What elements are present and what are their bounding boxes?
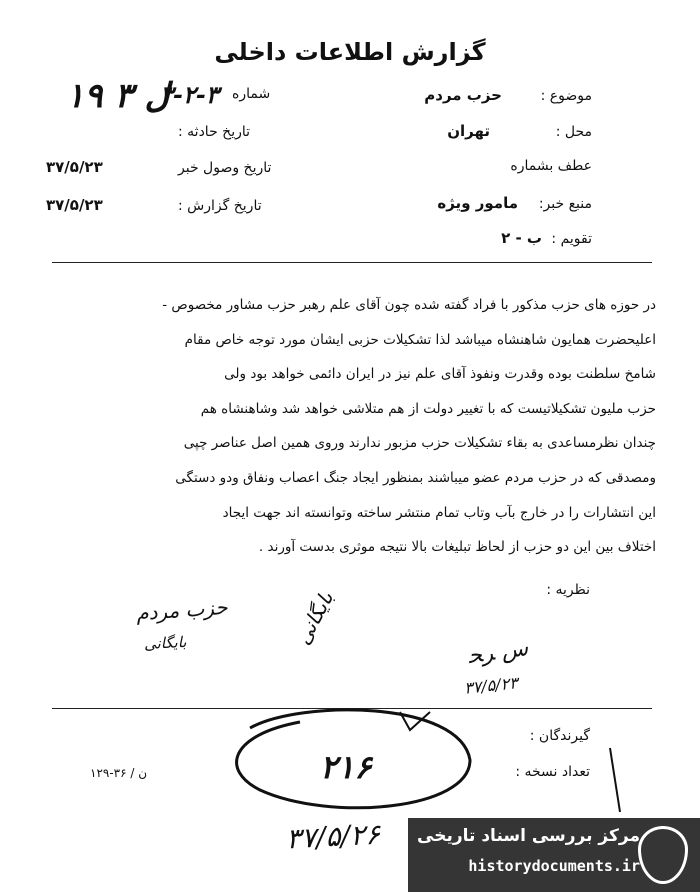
handwritten-note-right-sub: بایگانی [143,632,187,654]
body-line: در حوزه های حزب مذکور با فراد گفته شده چون آقای علم رهبر حزب مشاور مخصوص - [162,297,656,313]
source-value: مامور ویژه [437,194,518,212]
watermark-title: مرکز بررسی اسناد تاریخی [417,826,640,846]
tick-stroke [610,748,620,812]
place-value: تهران [447,122,490,140]
handwritten-note-right: حزب مردم [135,594,229,626]
body-line: این انتشارات را در خارج بآب وتاب تمام منتشر ساخته وتوانسته اند جهت ایجاد [222,504,656,521]
opinion-label: نظریه : [546,582,590,598]
report-date-label: تاریخ گزارش : [178,198,262,214]
body-line: حزب مليون تشکیلاتیست که با تغییر دولت از هم متلاشی خواهد شد وشاهنشاه هم [200,400,656,417]
received-date-value: ۳۷/۵/۲۳ [46,158,103,176]
signature: ﺱ ﺮﺤ [466,635,530,670]
handwritten-number: ۱۹ ل ۳ [66,76,170,116]
ref-label: عطف بشماره [510,158,592,174]
rating-value: ب - ۲ [501,229,542,247]
body-line: چندان نظرمساعدی به بقاء تشکیلات حزب مزبور ندارند وروی همین اصل عناصر چپی [183,435,656,452]
handwritten-bottom-date: ۳۷/۵/۲۶ [285,817,381,856]
body-line: شامخ سلطنت بوده وقدرت ونفوذ آقای علم نیز در ایران دائمی خواهد بود ولی [224,366,656,383]
handwritten-signature-date: ۳۷/۵/۲۳ [463,673,519,698]
handwritten-number-large: ۲۱۶ [320,748,372,786]
received-date-label: تاریخ وصول خبر [178,160,272,176]
place-label: محل : [555,124,592,140]
subject-label: موضوع : [540,88,592,104]
number-value: ۳-۲-۳ [160,80,219,109]
source-label: منبع خبر: [538,196,592,212]
rating-label: تقویم : [551,231,592,247]
report-date-value: ۳۷/۵/۲۳ [46,196,103,214]
watermark-url: historydocuments.ir [468,857,640,875]
handwritten-note-mid: بایگانی [290,587,339,649]
number-label: شماره [232,86,271,102]
copies-label: تعداد نسخه : [515,764,590,780]
incident-date-label: تاریخ حادثه : [178,124,251,140]
page-title: گزارش اطلاعات داخلی [214,38,486,66]
body-line: اعلیحضرت همایون شاهنشاه میباشد لذا تشکیلات حزبی ایشان مورد توجه خاص مقام [184,331,656,348]
body-line: ومصدقی که در حزب مردم عضو میباشند بمنظور ایجاد جنگ اعصاب ونفاق ودو دستگی [175,469,656,486]
subject-value: حزب مردم [424,86,502,104]
recipients-label: گیرندگان : [529,728,590,744]
body-line: اختلاف بین این دو حزب از لحاظ تبلیغات بالا نتیجه موثری بدست آورند . [258,539,656,556]
form-code: ۱۲۹-۳۶ / ن [90,766,148,780]
